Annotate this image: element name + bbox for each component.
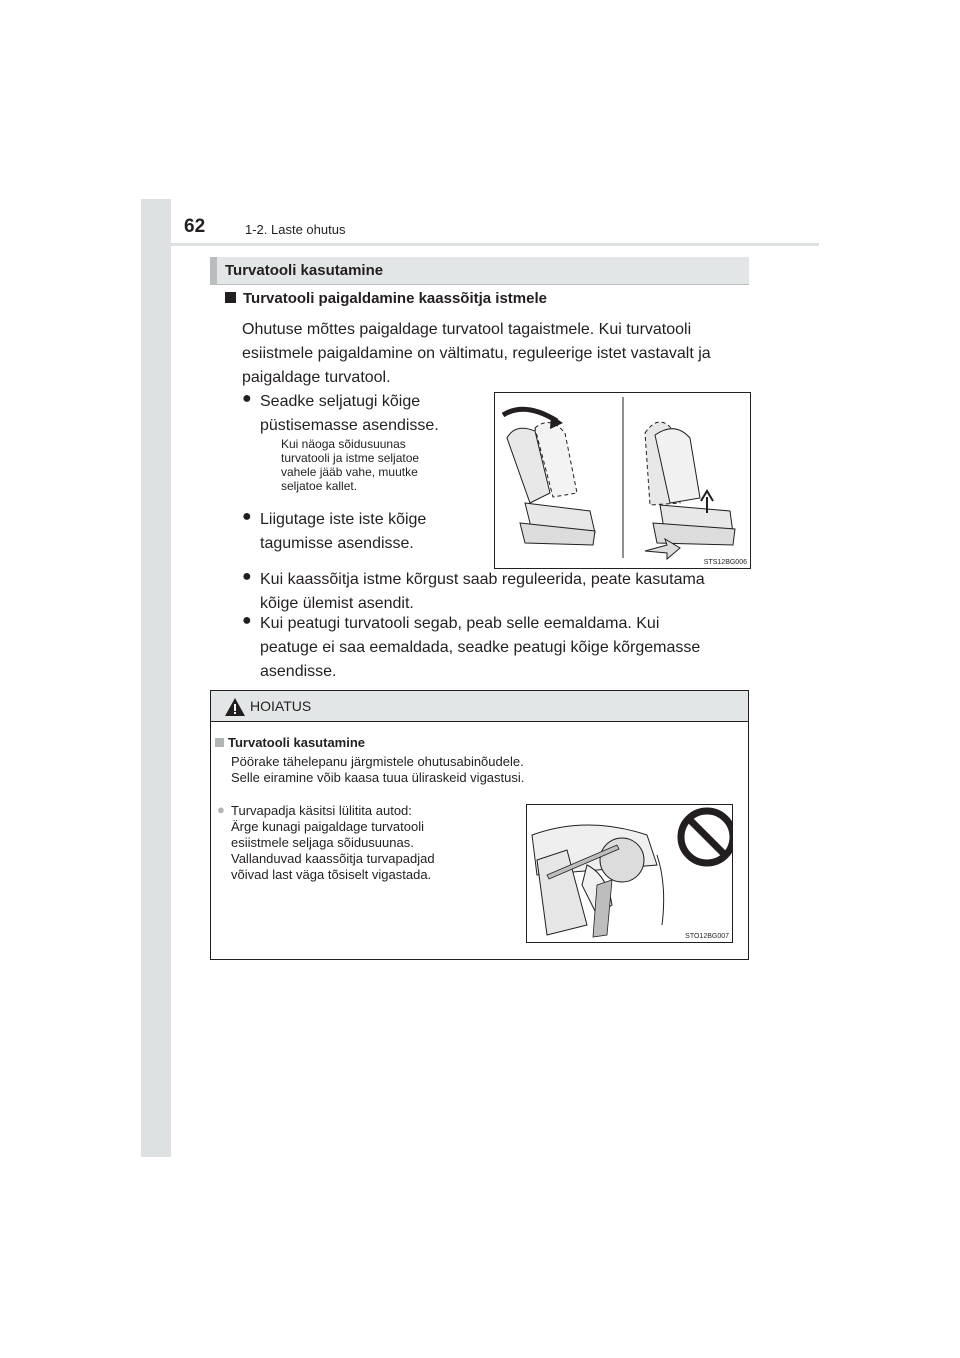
note-text — [281, 437, 465, 493]
warning-bullet-line: Ärge kunagi paigaldage turvatooli — [231, 819, 424, 834]
intro-line: esiistmele paigaldamine on vältimatu, reguleerige istet vastavalt ja — [242, 345, 711, 362]
bullet-line: peatuge ei saa eemaldada, seadke peatugi kõige kõrgemasse — [260, 639, 701, 656]
bullet-line: Seadke seljatugi kõige — [260, 393, 421, 410]
warning-bullet-line: võivad last väga tõsiselt vigastada. — [231, 867, 432, 882]
bullet-icon: ● — [242, 612, 252, 629]
note-line: turvatooli ja istme seljatoe — [281, 451, 420, 465]
bullet-line: püstisemasse asendisse. — [260, 417, 439, 434]
airbag-warning-figure — [526, 804, 733, 943]
bullet-line: kõige ülemist asendit. — [260, 595, 414, 612]
warning-bullet-text — [231, 803, 512, 883]
section-title: Turvatooli kasutamine — [225, 262, 384, 279]
warning-box — [210, 690, 749, 960]
bullet-line: Kui kaassõitja istme kõrgust saab reguleerida, peate kasutama — [260, 571, 705, 588]
bullet-line: tagumisse asendisse. — [260, 535, 414, 552]
note-line: vahele jääb vahe, muutke — [281, 465, 418, 479]
bullet-text — [260, 390, 465, 438]
warning-subtitle — [215, 735, 365, 750]
intro-line: Ohutuse mõttes paigaldage turvatool tagaistmele. Kui turvatooli — [242, 321, 692, 338]
warning-text — [231, 754, 524, 786]
warning-line: Selle eiramine võib kaasa tuua üliraskeid vigastusi. — [231, 770, 525, 785]
bullet-text — [260, 612, 748, 684]
warning-line: Pöörake tähelepanu järgmistele ohutusabinõudele. — [231, 754, 524, 769]
note-line: Kui näoga sõidusuunas — [281, 437, 406, 451]
bullet-line: Liigutage iste iste kõige — [260, 511, 427, 528]
bullet-icon: ● — [242, 508, 252, 525]
subsection-title: Turvatooli paigaldamine kaassõitja istmele — [243, 290, 547, 307]
section-breadcrumb: 1-2. Laste ohutus — [245, 222, 346, 237]
warning-triangle-icon — [224, 697, 246, 717]
subsection-heading — [225, 290, 547, 307]
warning-bullet-line: esiistmele seljaga sõidusuunas. — [231, 835, 414, 850]
intro-line: paigaldage turvatool. — [242, 369, 391, 386]
intro-paragraph — [242, 318, 748, 390]
warning-label: HOIATUS — [250, 698, 312, 714]
bullet-line: Kui peatugi turvatooli segab, peab selle eemaldama. Kui — [260, 615, 660, 632]
bullet-icon: ● — [242, 390, 252, 407]
warning-subtitle-text: Turvatooli kasutamine — [228, 735, 366, 750]
square-marker-icon — [215, 738, 224, 747]
header-divider — [141, 243, 819, 246]
seat-illustration — [495, 393, 750, 568]
bullet-icon: ● — [217, 802, 225, 817]
warning-bullet-line: Turvapadja käsitsi lülitita autod: — [231, 803, 412, 818]
figure-caption: STO12BG007 — [685, 933, 729, 940]
sidebar-tab — [141, 199, 171, 1157]
bullet-line: asendisse. — [260, 663, 337, 680]
warning-bullet-line: Vallanduvad kaassõitja turvapadjad — [231, 851, 435, 866]
figure-caption: STS12BG006 — [703, 559, 747, 566]
bullet-text — [260, 568, 748, 616]
bullet-icon: ● — [242, 568, 252, 585]
note-line: seljatoe kallet. — [281, 479, 358, 493]
section-title-bar — [210, 257, 749, 285]
warning-header — [211, 691, 748, 722]
bullet-text — [260, 508, 465, 556]
section-accent — [210, 257, 217, 284]
airbag-illustration — [527, 805, 732, 942]
seat-adjustment-figure — [494, 392, 751, 569]
page-number: 62 — [184, 216, 206, 237]
square-marker-icon — [225, 292, 236, 303]
